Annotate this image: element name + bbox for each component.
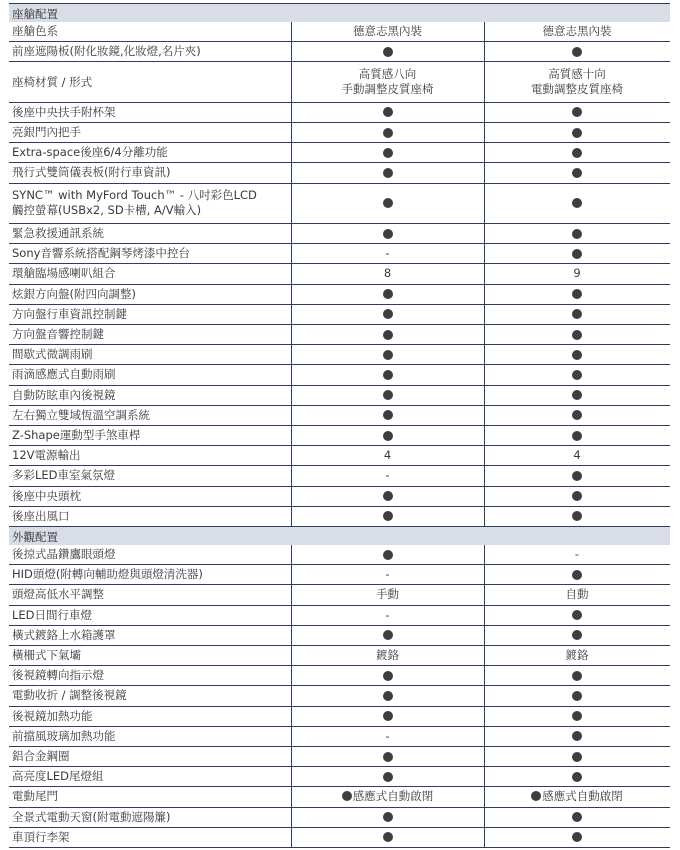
included-dot-icon [383, 410, 393, 420]
trim1-value [291, 707, 484, 726]
trim1-value [291, 285, 484, 304]
trim1-value [291, 767, 484, 786]
included-dot-icon [383, 671, 393, 681]
cell-text: 鍍鉻 [565, 648, 589, 663]
cell-text: 高質感八向 手動調整皮質座椅 [341, 67, 434, 97]
trim2-value [484, 466, 670, 485]
trim2-value [484, 42, 670, 61]
trim1-value [291, 163, 484, 182]
included-dot-icon [383, 711, 393, 721]
row-label: 全景式電動天窗(附電動遮陽簾) [12, 809, 171, 824]
included-dot-icon [383, 148, 393, 158]
row-label: 後座出風口 [12, 508, 70, 523]
included-dot-icon [572, 731, 582, 741]
cell-text: 感應式自動啟閉 [352, 789, 434, 804]
trim1-value [291, 224, 484, 243]
cell-text: - [574, 547, 580, 562]
row-label: 環艙臨場感喇叭組合 [12, 266, 116, 281]
cell-text: 鍍鉻 [376, 648, 399, 663]
included-dot-icon [383, 309, 393, 319]
trim1-value [291, 42, 484, 61]
row-label: 方向盤行車資訊控制鍵 [12, 306, 127, 321]
included-dot-icon [383, 198, 393, 208]
trim2-value [484, 487, 670, 506]
row-label: 多彩LED車室氣氛燈 [12, 468, 116, 483]
table-row [9, 446, 670, 466]
included-dot-icon [572, 390, 582, 400]
trim2-value [484, 345, 670, 364]
included-dot-icon [383, 491, 393, 501]
table-row [9, 365, 670, 385]
row-label: 緊急救援通訊系統 [12, 226, 104, 241]
included-dot-icon [383, 330, 393, 340]
table-row [9, 345, 670, 365]
table-row [9, 828, 670, 848]
trim2-value [484, 727, 670, 746]
table-row [9, 244, 670, 264]
included-dot-icon [383, 229, 393, 239]
trim2-value [484, 264, 670, 283]
row-label: Extra-space後座6/4分離功能 [12, 145, 168, 160]
row-label: 前擋風玻璃加熱功能 [12, 728, 116, 743]
included-dot-icon [383, 752, 393, 762]
row-label: 間歇式微調雨刷 [12, 347, 93, 362]
included-dot-icon [572, 148, 582, 158]
trim2-value [484, 606, 670, 625]
trim1-value [291, 103, 484, 122]
trim2-value [484, 707, 670, 726]
table-row [9, 767, 670, 787]
table-row [9, 184, 670, 224]
row-label: 座椅材質 / 形式 [12, 74, 93, 89]
row-label: Sony音響系統搭配鋼琴烤漆中控台 [12, 246, 190, 261]
included-dot-icon [383, 289, 393, 299]
trim1-value [291, 606, 484, 625]
trim2-value [484, 585, 670, 604]
trim2-value [484, 325, 670, 344]
section-header [9, 4, 670, 22]
trim1-value [291, 646, 484, 665]
row-label: LED日間行車燈 [12, 607, 93, 622]
included-dot-icon [572, 511, 582, 521]
row-label: 座艙色系 [12, 24, 58, 39]
trim2-value [484, 808, 670, 827]
included-dot-icon [383, 168, 393, 178]
trim1-value [291, 487, 484, 506]
row-label: 方向盤音響控制鍵 [12, 327, 104, 342]
trim1-value [291, 426, 484, 445]
included-dot-icon [572, 370, 582, 380]
row-label: SYNC™ with MyFord Touch™ - 八吋彩色LCD 觸控螢幕(USBx2, SD卡槽, A/V輸入) [12, 188, 257, 218]
table-row [9, 62, 670, 102]
row-label: 橫柵式下氣壩 [12, 648, 81, 663]
cell-text: 德意志黑內裝 [542, 24, 612, 39]
row-label: 前座遮陽板(附化妝鏡,化妝燈,名片夾) [12, 44, 201, 59]
included-dot-icon [572, 832, 582, 842]
trim1-value [291, 565, 484, 584]
table-row [9, 646, 670, 666]
trim2-value [484, 244, 670, 263]
cell-text: 德意志黑內裝 [353, 24, 422, 39]
trim1-value [291, 666, 484, 685]
included-dot-icon [572, 309, 582, 319]
trim2-value [484, 828, 670, 847]
included-dot-icon [572, 471, 582, 481]
table-row [9, 686, 670, 706]
table-row [9, 787, 670, 807]
trim2-value [484, 565, 670, 584]
row-label: 橫式鍍鉻上水箱護罩 [12, 627, 116, 642]
included-dot-icon [383, 390, 393, 400]
trim2-value [484, 143, 670, 162]
included-dot-icon [572, 671, 582, 681]
included-dot-icon [383, 691, 393, 701]
row-label: 雨滴感應式自動雨刷 [12, 367, 116, 382]
trim1-value [291, 123, 484, 142]
included-dot-icon [572, 168, 582, 178]
table-row [9, 325, 670, 345]
included-dot-icon [572, 570, 582, 580]
trim2-value [484, 22, 670, 41]
included-dot-icon [572, 812, 582, 822]
trim2-value [484, 787, 670, 806]
trim1-value [291, 305, 484, 324]
trim2-value [484, 285, 670, 304]
row-label: 後掠式晶鑽鷹眼頭燈 [12, 547, 116, 562]
included-dot-icon [383, 772, 393, 782]
table-row [9, 305, 670, 325]
included-dot-icon [572, 198, 582, 208]
trim1-value [291, 466, 484, 485]
cell-text: 自動 [565, 587, 589, 602]
row-label: HID頭燈(附轉向輔助燈與頭燈清洗器) [12, 567, 203, 582]
included-dot-icon [572, 772, 582, 782]
included-dot-icon [383, 630, 393, 640]
table-row [9, 163, 670, 183]
included-dot-icon [383, 370, 393, 380]
table-row [9, 727, 670, 747]
trim2-value [484, 386, 670, 405]
row-label: 電動收折 / 調整後視鏡 [12, 688, 127, 703]
included-dot-icon [572, 491, 582, 501]
trim2-value [484, 305, 670, 324]
trim1-value [291, 446, 484, 465]
row-label: 鋁合金鋼圈 [12, 749, 70, 764]
table-row [9, 466, 670, 486]
table-row [9, 103, 670, 123]
cell-text: 9 [573, 266, 581, 281]
trim2-value [484, 224, 670, 243]
table-row [9, 386, 670, 406]
cell-text: 高質感十向 電動調整皮質座椅 [531, 67, 623, 97]
row-label: 後視鏡加熱功能 [12, 708, 93, 723]
included-dot-icon [572, 128, 582, 138]
trim1-value [291, 747, 484, 766]
cell-text: 4 [383, 448, 392, 463]
included-dot-icon [572, 410, 582, 420]
trim2-value [484, 686, 670, 705]
table-row [9, 666, 670, 686]
section-title: 座艙配置 [12, 7, 58, 21]
included-dot-icon [572, 249, 582, 259]
trim1-value [291, 828, 484, 847]
trim2-value [484, 767, 670, 786]
trim1-value [291, 585, 484, 604]
trim1-value [291, 626, 484, 645]
trim2-value [484, 365, 670, 384]
column-divider [291, 22, 292, 527]
trim1-value [291, 808, 484, 827]
row-label: Z-Shape運動型手煞車桿 [12, 428, 141, 443]
included-dot-icon [383, 550, 393, 560]
included-dot-icon [572, 350, 582, 360]
trim1-value [291, 365, 484, 384]
column-divider [291, 545, 292, 848]
row-label: 頭燈高低水平調整 [12, 587, 104, 602]
included-dot-icon [383, 107, 393, 117]
table-row [9, 626, 670, 646]
trim2-value [484, 626, 670, 645]
trim2-value [484, 666, 670, 685]
cell-text: - [385, 246, 390, 261]
table-row [9, 606, 670, 626]
trim1-value [291, 686, 484, 705]
trim2-value [484, 545, 670, 564]
cell-text: - [385, 468, 390, 483]
included-dot-icon [572, 610, 582, 620]
section-title: 外觀配置 [12, 530, 58, 544]
trim1-value [291, 244, 484, 263]
trim1-value [291, 184, 484, 223]
row-label: 車頂行李架 [12, 829, 70, 844]
included-dot-icon [383, 350, 393, 360]
cell-text: - [385, 728, 390, 743]
included-dot-icon [383, 832, 393, 842]
trim1-value [291, 345, 484, 364]
trim2-value [484, 184, 670, 223]
table-row [9, 22, 670, 42]
row-label: 飛行式雙筒儀表板(附行車資訊) [12, 165, 171, 180]
table-row [9, 747, 670, 767]
trim1-value [291, 787, 484, 806]
trim1-value [291, 545, 484, 564]
trim2-value [484, 507, 670, 526]
included-dot-icon [572, 229, 582, 239]
trim2-value [484, 426, 670, 445]
included-dot-icon [572, 711, 582, 721]
trim1-value [291, 386, 484, 405]
table-row [9, 507, 670, 527]
row-label: 12V電源輸出 [12, 448, 81, 463]
row-label: 後視鏡轉向指示燈 [12, 668, 104, 683]
included-dot-icon [383, 431, 393, 441]
trim2-value [484, 62, 670, 101]
included-dot-icon [531, 791, 541, 801]
cell-text: - [385, 607, 390, 622]
cell-text: 感應式自動啟閉 [542, 789, 623, 804]
table-row [9, 585, 670, 605]
table-row [9, 565, 670, 585]
trim1-value [291, 507, 484, 526]
table-row [9, 487, 670, 507]
included-dot-icon [383, 511, 393, 521]
included-dot-icon [572, 752, 582, 762]
included-dot-icon [572, 431, 582, 441]
cell-text: 手動 [376, 587, 399, 602]
row-label: 高亮度LED尾燈組 [12, 769, 104, 784]
trim1-value [291, 406, 484, 425]
cell-text: 8 [383, 266, 392, 281]
table-row [9, 545, 670, 565]
included-dot-icon [572, 330, 582, 340]
trim1-value [291, 62, 484, 101]
table-row [9, 285, 670, 305]
trim2-value [484, 123, 670, 142]
table-row [9, 406, 670, 426]
included-dot-icon [383, 47, 393, 57]
trim1-value [291, 264, 484, 283]
table-row [9, 42, 670, 62]
row-label: 電動尾門 [12, 789, 58, 804]
included-dot-icon [572, 691, 582, 701]
cell-text: 4 [573, 448, 581, 463]
row-label: 自動防眩車內後視鏡 [12, 387, 116, 402]
included-dot-icon [572, 630, 582, 640]
trim2-value [484, 406, 670, 425]
cell-text: - [385, 567, 390, 582]
trim1-value [291, 143, 484, 162]
included-dot-icon [572, 47, 582, 57]
trim1-value [291, 325, 484, 344]
included-dot-icon [572, 289, 582, 299]
row-label: 炫銀方向盤(附四向調整) [12, 286, 136, 301]
row-label: 左右獨立雙域恆溫空調系統 [12, 407, 150, 422]
table-row [9, 808, 670, 828]
table-row [9, 143, 670, 163]
table-row [9, 426, 670, 446]
row-label: 後座中央頭枕 [12, 488, 81, 503]
table-row [9, 264, 670, 284]
trim2-value [484, 446, 670, 465]
row-label: 後座中央扶手附杯架 [12, 104, 116, 119]
trim2-value [484, 163, 670, 182]
included-dot-icon [572, 107, 582, 117]
included-dot-icon [383, 812, 393, 822]
trim1-value [291, 22, 484, 41]
column-divider [484, 22, 485, 527]
trim2-value [484, 747, 670, 766]
row-label: 亮銀門內把手 [12, 125, 81, 140]
included-dot-icon [342, 791, 352, 801]
table-row [9, 224, 670, 244]
column-divider [484, 545, 485, 848]
trim2-value [484, 646, 670, 665]
trim1-value [291, 727, 484, 746]
table-row [9, 123, 670, 143]
section-header [9, 527, 670, 545]
included-dot-icon [383, 128, 393, 138]
table-row [9, 707, 670, 727]
trim2-value [484, 103, 670, 122]
